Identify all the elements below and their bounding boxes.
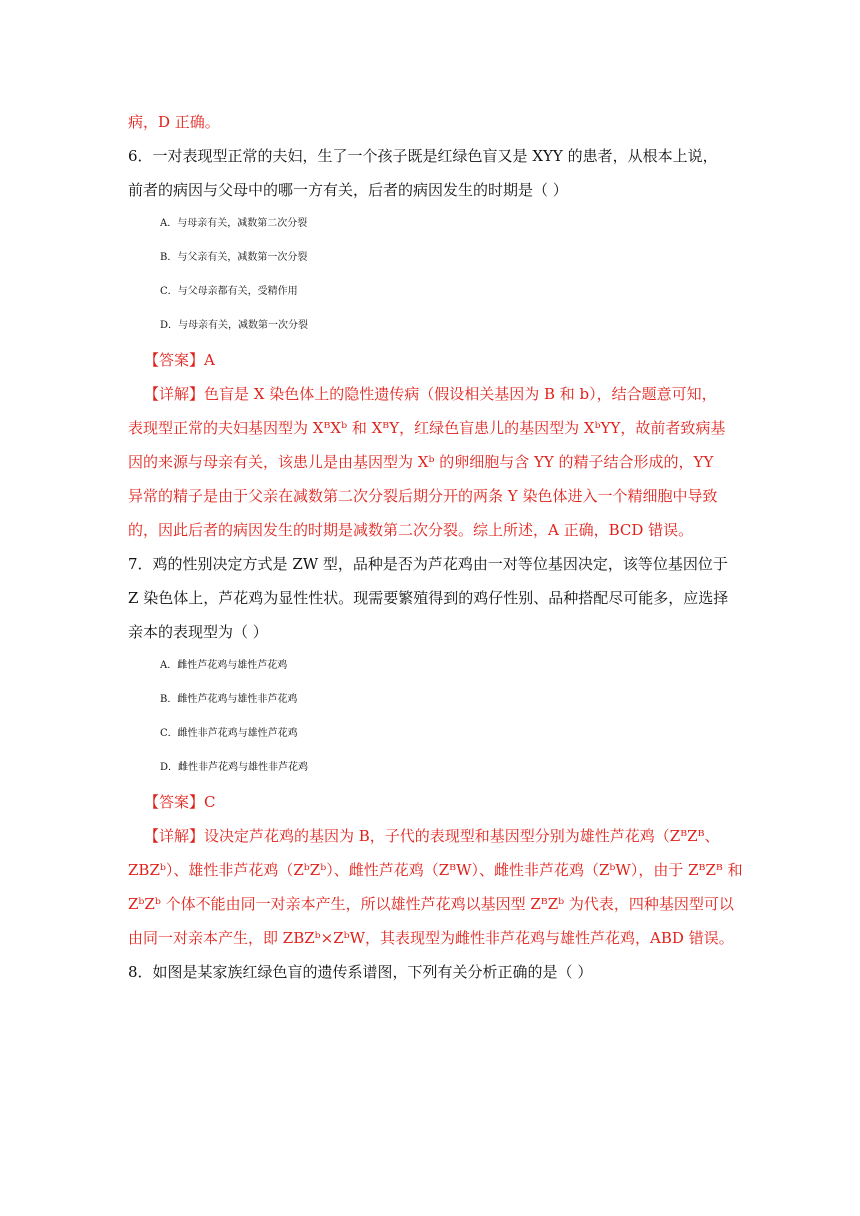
question-7-explanation-line-2: ZBZᵇ）、雄性非芦花鸡（ZᵇZᵇ）、雌性芦花鸡（ZᴮW）、雌性非芦花鸡（ZᵇW），由于 ZᴮZᴮ 和 <box>128 861 743 879</box>
question-6-explanation-line-5: 的，因此后者的病因发生的时期是减数第二次分裂。综上所述，A 正确，BCD 错误。 <box>128 521 694 539</box>
question-6-explanation-line-1: 【详解】色盲是 X 染色体上的隐性遗传病（假设相关基因为 B 和 b），结合题意可知， <box>144 385 717 403</box>
question-7-explanation-line-3: ZᵇZᵇ 个体不能由同一对亲本产生，所以雄性芦花鸡以基因型 ZᴮZᵇ 为代表，四种基因型可以 <box>128 895 734 913</box>
question-6-option-d: D．与母亲有关，减数第一次分裂 <box>160 320 309 331</box>
question-6-stem-line-2: 前者的病因与父母中的哪一方有关，后者的病因发生的时期是（ ） <box>128 181 568 199</box>
question-7-stem-line-3: 亲本的表现型为（ ） <box>128 623 268 641</box>
question-7-explanation-line-4: 由同一对亲本产生，即 ZBZᵇ×ZᵇW，其表现型为雌性非芦花鸡与雄性芦花鸡，ABD 错误。 <box>128 929 734 947</box>
question-6-explanation-line-2: 表现型正常的夫妇基因型为 XᴮXᵇ 和 XᴮY，红绿色盲患儿的基因型为 XᵇYY，故前者致病基 <box>128 419 726 437</box>
question-7-option-a: A．雌性芦花鸡与雄性芦花鸡 <box>160 660 288 671</box>
question-6-option-b: B．与父亲有关，减数第一次分裂 <box>160 252 308 263</box>
question-7-option-c: C．雌性非芦花鸡与雄性芦花鸡 <box>160 728 298 739</box>
prev-explanation-tail: 病，D 正确。 <box>128 113 220 131</box>
question-6-option-c: C．与父母亲都有关，受精作用 <box>160 286 298 297</box>
question-7-stem-line-1: 7．鸡的性别决定方式是 ZW 型，品种是否为芦花鸡由一对等位基因决定，该等位基因位于 <box>128 555 728 573</box>
question-6-explanation-line-3: 因的来源与母亲有关，该患儿是由基因型为 Xᵇ 的卵细胞与含 YY 的精子结合形成的，YY <box>128 453 714 471</box>
question-6-answer: 【答案】A <box>144 351 215 369</box>
question-6-stem-line-1: 6．一对表现型正常的夫妇，生了一个孩子既是红绿色盲又是 XYY 的患者，从根本上说， <box>128 147 718 165</box>
question-7-stem-line-2: Z 染色体上，芦花鸡为显性性状。现需要繁殖得到的鸡仔性别、品种搭配尽可能多，应选择 <box>128 589 729 607</box>
question-6-explanation-line-4: 异常的精子是由于父亲在减数第二次分裂后期分开的两条 Y 染色体进入一个精细胞中导致 <box>128 487 718 505</box>
question-6-option-a: A．与母亲有关，减数第二次分裂 <box>160 218 308 229</box>
question-7-answer: 【答案】C <box>144 793 216 811</box>
question-7-option-b: B．雌性芦花鸡与雄性非芦花鸡 <box>160 694 298 705</box>
question-7-option-d: D．雌性非芦花鸡与雄性非芦花鸡 <box>160 762 309 773</box>
question-8-stem: 8．如图是某家族红绿色盲的遗传系谱图，下列有关分析正确的是（ ） <box>128 963 593 981</box>
question-7-explanation-line-1: 【详解】设决定芦花鸡的基因为 B，子代的表现型和基因型分别为雄性芦花鸡（ZᴮZᴮ、 <box>144 827 720 845</box>
